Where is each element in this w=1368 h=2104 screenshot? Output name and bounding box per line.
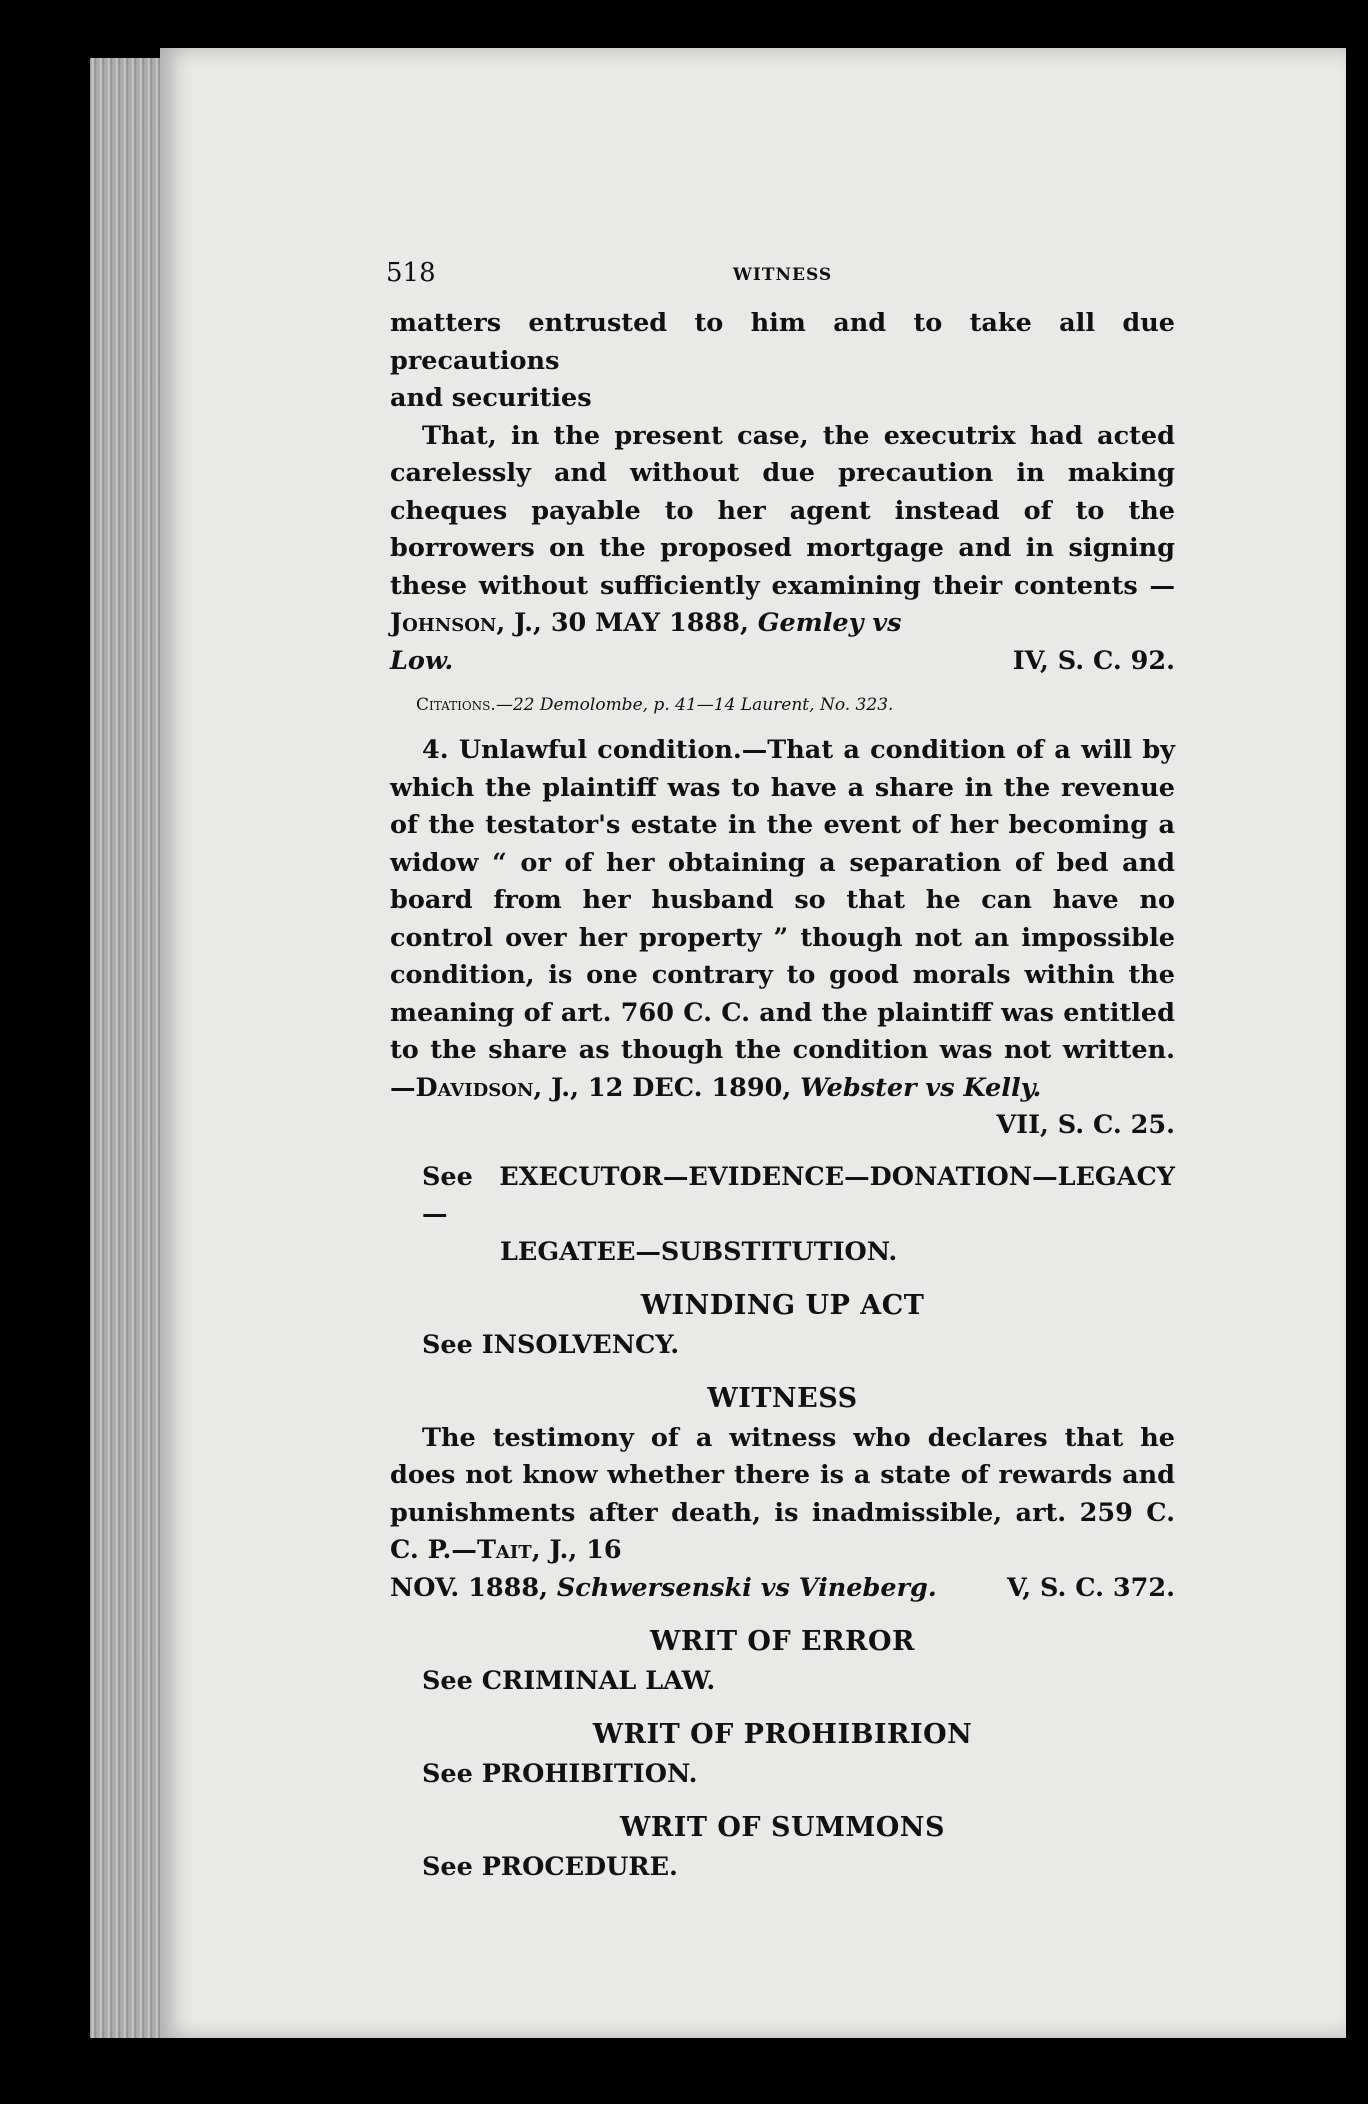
- report-reference: IV, S. C. 92.: [1012, 645, 1175, 676]
- see-reference: See PROHIBITION.: [422, 1758, 698, 1789]
- section-heading: WINDING UP ACT: [640, 1290, 925, 1321]
- paragraph-executrix: That, in the present case, the executrix had acted carelessly and without due precaution in making cheques payable to her agent instead of to the borrowers on the proposed mortgage and in signing these without sufficiently examining their contents —Johnson, J., 30 MAY 1888, Gemley vs: [390, 420, 1175, 638]
- citation-line: NOV. 1888, Schwersenski vs Vineberg. V, S. C. 372.: [390, 1570, 1175, 1608]
- section-heading: WRIT OF ERROR: [650, 1626, 915, 1657]
- see-reference: See INSOLVENCY.: [422, 1329, 680, 1360]
- page-text: [386, 255, 1175, 1886]
- running-header: [386, 255, 1175, 305]
- paragraph-witness: The testimony of a witness who declares that he does not know whether there is a state of rewards and punishments after death, is inadmissible, art. 259 C. C. P.—Tait, J., 16: [390, 1422, 1175, 1565]
- citation-line: Low. IV, S. C. 92.: [390, 643, 1175, 681]
- book-page-edges: [90, 58, 170, 2038]
- see-reference: See EXECUTOR—EVIDENCE—DONATION—LEGACY —: [422, 1161, 1175, 1229]
- running-head-title: WITNESS: [732, 265, 833, 285]
- see-reference: See PROCEDURE.: [422, 1851, 678, 1882]
- page-number: 518: [386, 258, 436, 288]
- paragraph-continued: matters entrusted to him and to take all due precautions and securities: [390, 308, 1175, 413]
- section-heading: WRIT OF SUMMONS: [620, 1812, 945, 1843]
- section-heading: WRIT OF PROHIBIRION: [592, 1719, 973, 1750]
- paragraph-unlawful-condition: 4. Unlawful condition.—That a condition of a will by which the plaintiff was to have a share in the revenue of the testator's estate in the event of her becoming a widow “ or of her obtaining a separation of bed and board from her husband so that he can have no control over her property ” though not an impossible condition, is one contrary to good morals within the meaning of art. 760 C. C. and the plaintiff was entitled to the share as though the condition was not written.—Davidson, J., 12 DEC. 1890, Webster vs Kelly.: [390, 735, 1175, 1103]
- section-heading: WITNESS: [707, 1383, 858, 1414]
- report-reference: V, S. C. 372.: [1006, 1572, 1175, 1603]
- see-reference: See CRIMINAL LAW.: [422, 1665, 716, 1696]
- report-reference: VII, S. C. 25.: [996, 1110, 1175, 1140]
- see-reference: LEGATEE—SUBSTITUTION.: [500, 1236, 898, 1267]
- citations-note: Citations.—22 Demolombe, p. 41—14 Laurent, No. 323.: [416, 695, 894, 715]
